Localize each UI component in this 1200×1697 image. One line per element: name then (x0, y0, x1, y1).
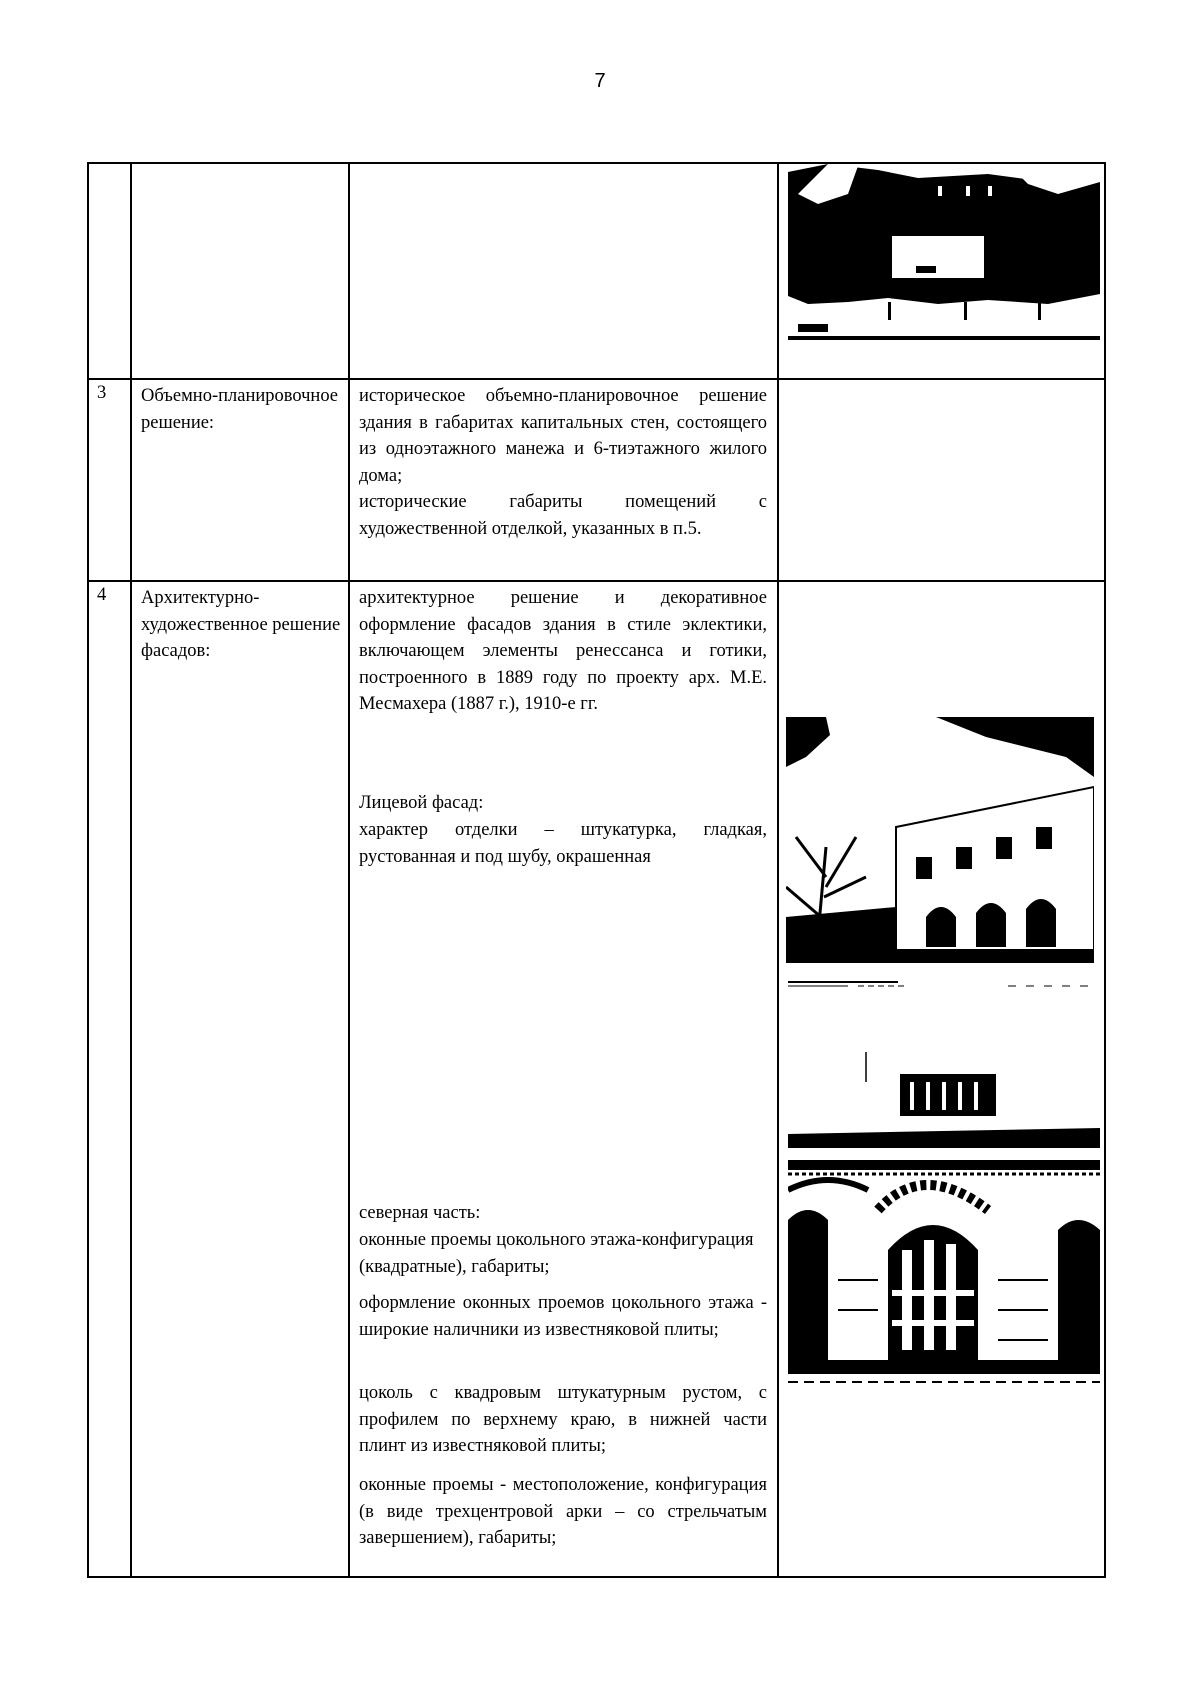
row-text: оформление оконных проемов цокольного этажа - широкие наличники из известняковой плиты; (359, 1293, 767, 1340)
row-title: Объемно-планировочное решение: (141, 386, 339, 433)
row-text: архитектурное решение и декоративное оформление фасадов здания в стиле эклектики, включающем элементы ренессанса и готики, построенного в 1889 году по проекту арх. М.Е. Месмахера (1887 г.), 1910-е гг. (359, 588, 767, 714)
row-text: оконные проемы цокольного этажа-конфигурация (квадратные), габариты; (359, 1230, 754, 1277)
row-number: 3 (97, 383, 107, 403)
row-text: исторические габариты помещений с художественной отделкой, указанных в п.5. (359, 492, 767, 539)
facade-street-photo (786, 717, 1094, 963)
row-text: историческое объемно-планировочное решение здания в габаритах капитальных стен, состоящего из одноэтажного манежа и 6-тиэтажного жилого дома; (359, 386, 767, 486)
row-text: цоколь с квадровым штукатурным рустом, с профилем по верхнему краю, в нижней части плинт из известняковой плиты; (359, 1383, 767, 1456)
arched-windows-photo (788, 1160, 1100, 1394)
row-text: оконные проемы - местоположение, конфигурация (в виде трехцентровой арки – со стрельчатым завершением), габариты; (359, 1475, 767, 1548)
scan-artifact (788, 980, 1088, 988)
row-number: 4 (97, 585, 107, 605)
row-text: характер отделки – штукатурка, гладкая, рустованная и под шубу, окрашенная (359, 820, 767, 867)
building-top-photo (788, 164, 1100, 352)
row-title: Архитектурно-художественное решение фасадов: (141, 588, 341, 661)
basement-window-photo (788, 1042, 1100, 1148)
facade-heading: Лицевой фасад: (359, 793, 484, 813)
page-number: 7 (594, 70, 606, 92)
north-heading: северная часть: (359, 1203, 481, 1223)
heritage-table (87, 162, 1106, 1578)
